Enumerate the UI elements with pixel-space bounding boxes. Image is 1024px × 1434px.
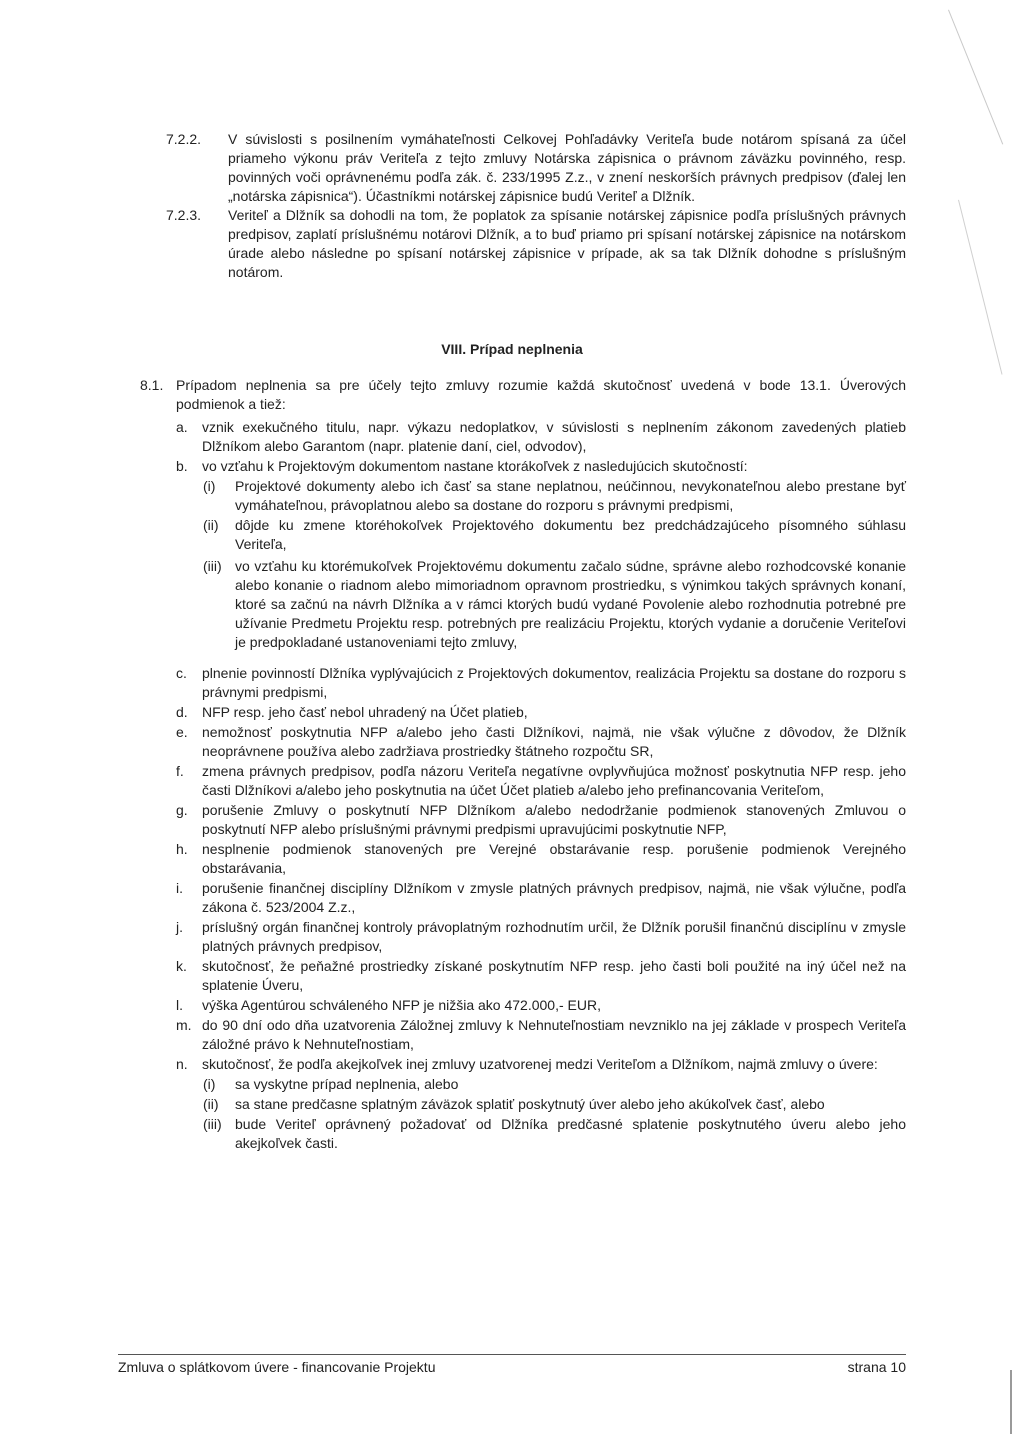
list-marker: f. bbox=[176, 763, 184, 779]
list-text: nesplnenie podmienok stanovených pre Verejné obstarávanie resp. porušenie podmienok Verejného obstarávania, bbox=[202, 841, 906, 876]
list-text: skutočnosť, že podľa akejkoľvek inej zmluvy uzatvorenej medzi Veriteľom a Dlžníkom, najmä zmluvy o úvere: bbox=[202, 1056, 878, 1072]
section-number: 7.2.3. bbox=[166, 207, 202, 223]
page-footer bbox=[118, 1354, 906, 1375]
list-text: porušenie Zmluvy o poskytnutí NFP Dlžníkom a/alebo nedodržanie podmienok stanovených Zmluvou o poskytnutí NFP alebo príslušnými právnymi predpismi upravujúcimi poskytnutie NFP, bbox=[202, 802, 906, 837]
list-text: skutočnosť, že peňažné prostriedky získané poskytnutím NFP resp. jeho časti boli použité na iný účel než na splatenie Úveru, bbox=[202, 958, 906, 993]
list-item bbox=[176, 1016, 906, 1054]
list-text: nemožnosť poskytnutia NFP a/alebo jeho časti Dlžníkovi, najmä, nie však výlučne z dôvodov, že Dlžník neoprávnene používa alebo zadržiava prostriedky štátneho rozpočtu SR, bbox=[202, 724, 906, 759]
list-marker: n. bbox=[176, 1056, 188, 1072]
list-text: príslušný orgán finančnej kontroly právoplatným rozhodnutím určil, že Dlžník porušil finančnú disciplínu v zmysle platných právnych predpisov, bbox=[202, 919, 906, 954]
list-text: vo vzťahu k Projektovým dokumentom nastane ktorákoľvek z nasledujúcich skutočností: bbox=[202, 458, 748, 474]
list-item bbox=[176, 801, 906, 839]
scan-edge-mark bbox=[1010, 1370, 1012, 1434]
sub-list-item bbox=[203, 477, 906, 515]
sub-list-item bbox=[203, 1075, 906, 1094]
sub-list-item bbox=[203, 557, 906, 652]
list-marker: b. bbox=[176, 458, 188, 474]
footer-document-title: Zmluva o splátkovom úvere - financovanie Projektu bbox=[118, 1359, 436, 1375]
sub-list-item bbox=[203, 516, 906, 554]
list-item bbox=[176, 957, 906, 995]
list-marker: h. bbox=[176, 841, 188, 857]
list-item bbox=[176, 762, 906, 800]
list-marker: c. bbox=[176, 665, 187, 681]
footer-page-number: strana 10 bbox=[847, 1359, 906, 1375]
list-marker: j. bbox=[176, 919, 183, 935]
list-marker: (ii) bbox=[203, 517, 219, 533]
section-text: Veriteľ a Dlžník sa dohodli na tom, že poplatok za spísanie notárskej zápisnice podľa príslušných právnych predpisov, zaplatí príslušnému notárovi Dlžník, a to buď priamo pri spísaní notárskej zápisnice na notárskom úrade alebo následne po spísaní notárskej zápisnice v prípade, ak sa tak Dlžník dohodne s príslušným notárom. bbox=[228, 207, 906, 280]
list-marker: e. bbox=[176, 724, 188, 740]
sub-list-item bbox=[203, 1095, 906, 1114]
list-item bbox=[176, 996, 906, 1015]
list-marker: (iii) bbox=[203, 558, 222, 574]
section-text: V súvislosti s posilnením vymáhateľnosti Celkovej Pohľadávky Veriteľa bude notárom spísaná za účel priameho výkonu práv Veriteľa z tejto zmluvy Notárska zápisnica o právnom záväzku povinného, resp. povinných voči oprávnenému podľa zák. č. 233/1995 Z.z., v znení neskorších právnych predpisov (ďalej len „notárska zápisnica“). Účastníkmi notárskej zápisnice budú Veriteľ a Dlžník. bbox=[228, 131, 906, 204]
list-text: porušenie finančnej disciplíny Dlžníkom v zmysle platných právnych predpisov, najmä, nie však výlučne, podľa zákona č. 523/2004 Z.z., bbox=[202, 880, 906, 915]
list-text: zmena právnych predpisov, podľa názoru Veriteľa negatívne ovplyvňujúca možnosť poskytnutia NFP resp. jeho časti Dlžníkovi a/alebo jeho poskytnutia na účet Účet platieb a/alebo jeho prefinancovania Veriteľom, bbox=[202, 763, 906, 798]
list-item bbox=[176, 664, 906, 702]
sub-list-item bbox=[203, 1115, 906, 1153]
list-marker: (iii) bbox=[203, 1116, 222, 1132]
list-text: NFP resp. jeho časť nebol uhradený na Účet platieb, bbox=[202, 704, 528, 720]
list-item bbox=[176, 840, 906, 878]
list-text: výška Agentúrou schváleného NFP je nižšia ako 472.000,- EUR, bbox=[202, 997, 601, 1013]
section-8-1 bbox=[140, 376, 906, 414]
section-number: 7.2.2. bbox=[166, 131, 202, 147]
scan-artifact-line bbox=[948, 10, 1003, 145]
list-text: plnenie povinností Dlžníka vyplývajúcich z Projektových dokumentov, realizácia Projektu sa dostane do rozporu s právnymi predpismi, bbox=[202, 665, 906, 700]
list-item bbox=[176, 918, 906, 956]
list-marker: a. bbox=[176, 419, 188, 435]
list-text: bude Veriteľ oprávnený požadovať od Dlžníka predčasné splatenie poskytnutého úveru alebo jeho akejkoľvek časti. bbox=[235, 1116, 906, 1151]
section-7-2-2 bbox=[166, 130, 906, 206]
list-text: vznik exekučného titulu, napr. výkazu nedoplatkov, v súvislosti s neplnením zákonom zavedených platieb Dlžníkom alebo Garantom (napr. platenie daní, ciel, odvodov), bbox=[202, 419, 906, 454]
list-item bbox=[176, 418, 906, 456]
section-number: 8.1. bbox=[140, 377, 164, 393]
list-text: do 90 dní odo dňa uzatvorenia Záložnej zmluvy k Nehnuteľnostiam nevzniklo na jej základe v prospech Veriteľa záložné právo k Nehnuteľnostiam, bbox=[202, 1017, 906, 1052]
section-7-2-3 bbox=[166, 206, 906, 282]
list-marker: k. bbox=[176, 958, 187, 974]
list-marker: (ii) bbox=[203, 1096, 219, 1112]
list-item bbox=[176, 703, 906, 722]
list-text: sa stane predčasne splatným záväzok splatiť poskytnutý úver alebo jeho akúkoľvek časť, alebo bbox=[235, 1096, 825, 1112]
list-item bbox=[176, 457, 906, 476]
list-item bbox=[176, 723, 906, 761]
list-marker: (i) bbox=[203, 1076, 216, 1092]
list-marker: m. bbox=[176, 1017, 192, 1033]
list-item bbox=[176, 879, 906, 917]
list-item bbox=[176, 1055, 906, 1074]
list-text: vo vzťahu ku ktorémukoľvek Projektovému dokumentu začalo súdne, správne alebo rozhodcovské konanie alebo konanie o riadnom alebo mimoriadnom opravnom prostriedku, s výnimkou takých správnych konaní, ktoré sa začnú na návrh Dlžníka a v rámci ktorých budú vydané Povolenie alebo rozhodnutia potrebné pre užívanie Predmetu Projektu resp. potrebných pre realizáciu Projektu, ktorých vydanie a doručenie Veriteľovi je predpokladané ustanoveniami tejto zmluvy, bbox=[235, 558, 906, 650]
list-marker: l. bbox=[176, 997, 183, 1013]
list-marker: d. bbox=[176, 704, 188, 720]
list-marker: g. bbox=[176, 802, 188, 818]
article-title: VIII. Prípad neplnenia bbox=[441, 341, 583, 357]
section-text: Prípadom neplnenia sa pre účely tejto zmluvy rozumie každá skutočnosť uvedená v bode 13.1. Úverových podmienok a tiež: bbox=[176, 377, 906, 412]
list-text: Projektové dokumenty alebo ich časť sa stane neplatnou, neúčinnou, nevykonateľnou alebo prestane byť vymáhateľnou, právoplatnou alebo sa dostane do rozporu s právnymi predpismi, bbox=[235, 478, 906, 513]
list-text: dôjde ku zmene ktoréhokoľvek Projektového dokumentu bez predchádzajúceho písomného súhlasu Veriteľa, bbox=[235, 517, 906, 552]
list-text: sa vyskytne prípad neplnenia, alebo bbox=[235, 1076, 459, 1092]
list-marker: (i) bbox=[203, 478, 216, 494]
list-marker: i. bbox=[176, 880, 183, 896]
